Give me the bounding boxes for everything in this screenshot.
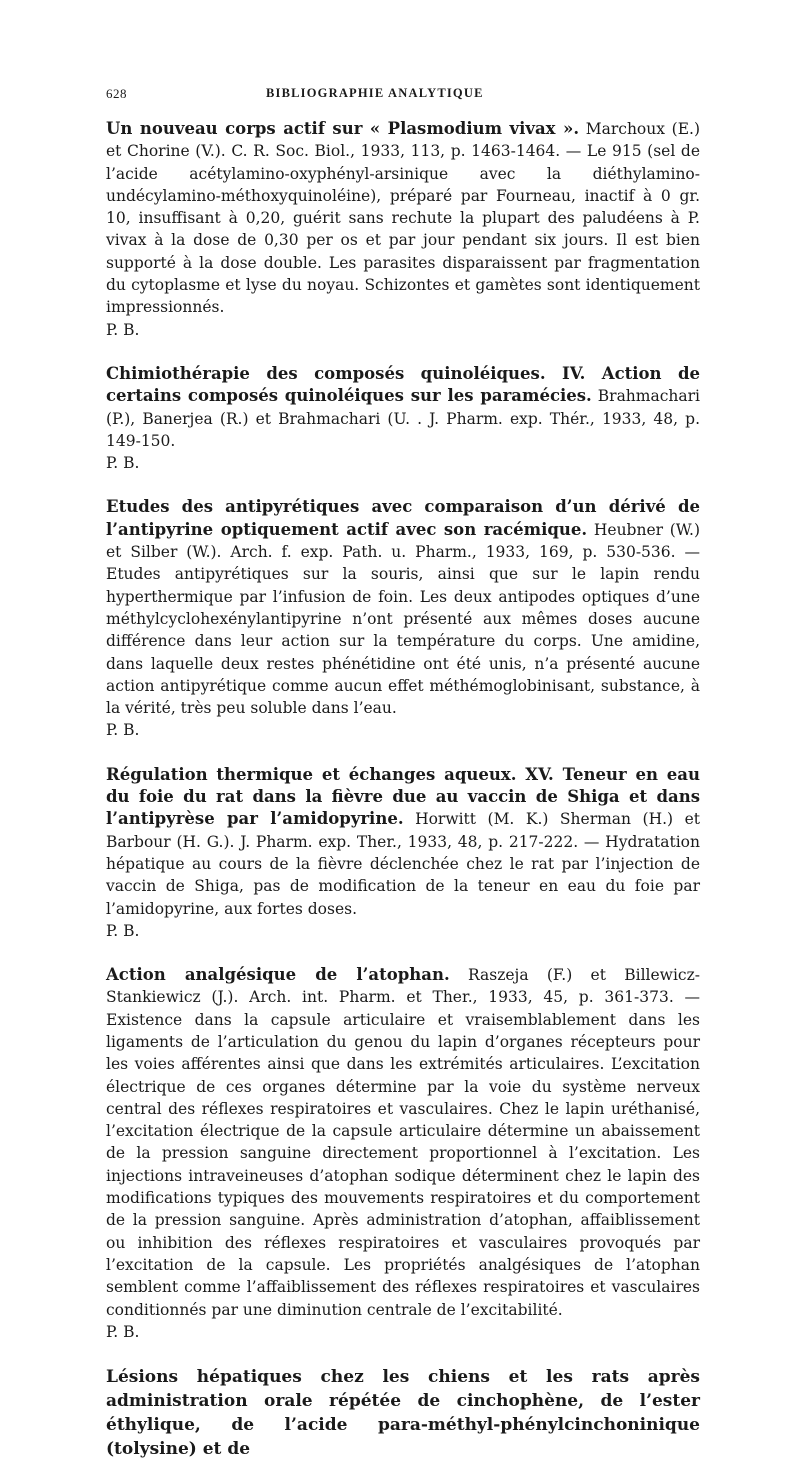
- entry-text: [106, 118, 700, 319]
- entry-title: Etudes des antipyrétiques avec comparaison d’un dérivé de l’antipyrine optiquement actif avec son racémique.: [106, 497, 700, 539]
- running-title: BIBLIOGRAPHIE ANALYTIQUE: [266, 86, 484, 100]
- entry-title: Régulation thermique et échanges aqueux. XV. Teneur en eau du foie du rat dans la fièvre due au vaccin de Shiga et dans l’antipyrèse par l’amidopyrine.: [106, 764, 700, 829]
- entry-chimiotherapie: [106, 363, 700, 474]
- entry-body: Brahmachari (P.), Banerjea (R.) et Brahmachari (U. . J. Pharm. exp. Thér., 1933, 48, p. 149-150.: [106, 387, 701, 450]
- running-head: [106, 86, 700, 106]
- entry-atophan: [106, 964, 700, 1343]
- entry-body: Marchoux (E.) et Chorine (V.). C. R. Soc. Biol., 1933, 113, p. 1463-1464. — Le 915 (sel de l’acide acétylamino-oxyphényl-arsinique avec la diéthylamino-undécylamino-méthoxyquinoléine), préparé par Fourneau, inactif à 0 gr. 10, insuffisant à 0,20, guérit sans rechute la plupart des paludéens à P. vivax à la dose de 0,30 per os et par jour pendant six jours. Il est bien supporté à la dose double. Les parasites disparaissent par fragmentation du cytoplasme et lyse du noyau. Schizontes et gamètes sont identiquement impressionnés.: [106, 120, 700, 317]
- entry-signature: P. B.: [106, 1322, 140, 1341]
- article-list: [106, 118, 700, 1483]
- entry-title: Lésions hépatiques chez les chiens et les rats après administration orale répétée de cinchophène, de l’ester éthylique, de l’acide para-méthyl-phénylcinchoninique (tolysine) et de: [106, 1367, 700, 1460]
- entry-signature: P. B.: [106, 721, 140, 740]
- entry-title: Un nouveau corps actif sur « Plasmodium vivax ».: [106, 119, 580, 138]
- entry-body: Heubner (W.) et Silber (W.). Arch. f. exp. Path. u. Pharm., 1933, 169, p. 530-536. — Etudes antipyrétiques sur la souris, ainsi que sur le lapin rendu hyperthermique par l’infusion de foin. Les deux antipodes optiques d’une méthylcyclohexénylantipyrine n’ont présenté aux mêmes doses aucune différence dans leur action sur la température du corps. Une amidine, dans laquelle deux restes phénétidine ont été unis, n’a présenté aucune action antipyrétique comme aucun effet méthémoglobinisant, substance, à la vérité, très peu soluble dans l’eau.: [106, 520, 700, 718]
- page-number: 628: [106, 86, 127, 101]
- entry-regulation-thermique: [106, 764, 700, 942]
- entry-title: Action analgésique de l’atophan.: [106, 965, 450, 985]
- entry-text: [106, 363, 700, 452]
- entry-body: Horwitt (M. K.) Sherman (H.) et Barbour (H. G.). J. Pharm. exp. Ther., 1933, 48, p. 217-222. — Hydratation hépatique au cours de la fièvre déclenchée chez le rat par l’injection de vaccin de Shiga, pas de modification de la teneur en eau du foie par l’amidopyrine, aux fortes doses.: [106, 810, 700, 918]
- entry-signature: P. B.: [106, 320, 140, 339]
- entry-body: Raszeja (F.) et Billewicz-Stankiewicz (J.). Arch. int. Pharm. et Ther., 1933, 45, p. 361-373. — Existence dans la capsule articulaire et vraisemblablement dans les ligaments de l’articulation du genou du lapin d’organes récepteurs pour les voies afférentes ainsi que dans les extrémités articulaires. L’excitation électrique de ces organes détermine par la voie du système nerveux central des réflexes respiratoires et vasculaires. Chez le lapin uréthanisé, l’excitation électrique de la capsule articulaire détermine un abaissement de la pression sanguine directement proportionnel à l’excitation. Les injections intraveineuses d’atophan sodique déterminent chez le lapin des modifications typiques des mouvements respiratoires et du comportement de la pression sanguine. Après administration d’atophan, affaiblissement ou inhibition des réflexes respiratoires et vasculaires provoqués par l’excitation de la capsule. Les propriétés analgésiques de l’atophan semblent comme l’affaiblissement des réflexes respiratoires et vasculaires conditionnés par une diminution centrale de l’excitabilité.: [106, 966, 700, 1319]
- entry-text: [106, 764, 700, 920]
- entry-lesions-hepatiques: [106, 1365, 700, 1461]
- entry-text: [106, 964, 700, 1321]
- entry-antipyretiques: [106, 496, 700, 741]
- entry-signature: P. B.: [106, 454, 140, 473]
- entry-title: Chimiothérapie des composés quinoléiques. IV. Action de certains composés quinoléiques sur les paramécies.: [106, 363, 700, 406]
- entry-signature: P. B.: [106, 921, 140, 940]
- entry-text: [106, 496, 700, 719]
- entry-plasmodium: [106, 118, 700, 341]
